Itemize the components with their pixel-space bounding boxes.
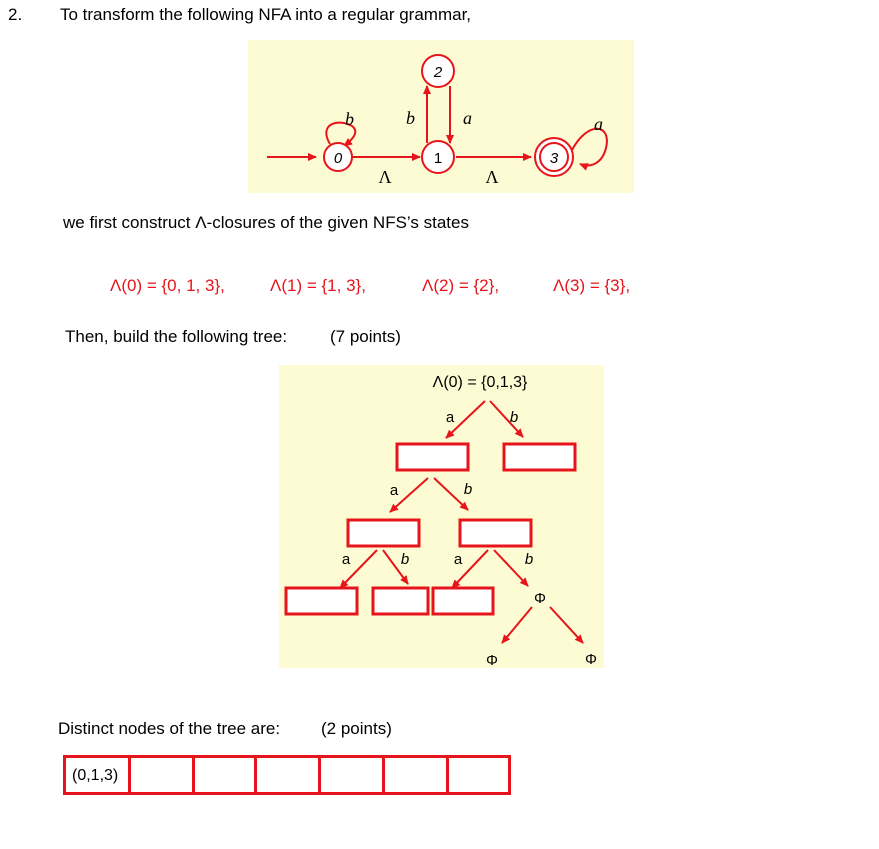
tree-label-b: b bbox=[509, 409, 519, 426]
tree-points: (7 points) bbox=[330, 327, 401, 346]
state-0-label: 0 bbox=[333, 150, 343, 167]
distinct-points: (2 points) bbox=[321, 719, 392, 738]
tree-phi-b: Φ bbox=[585, 651, 597, 668]
distinct-cell-4[interactable] bbox=[254, 755, 321, 795]
tree-node-aba bbox=[433, 588, 493, 614]
label-2-1: a bbox=[463, 108, 472, 128]
distinct-cell-text: (0,1,3) bbox=[72, 767, 119, 784]
question-text: To transform the following NFA into a regular grammar, bbox=[60, 5, 472, 24]
closure-2: Λ(2) = {2}, bbox=[422, 276, 500, 295]
distinct-cell-5[interactable] bbox=[318, 755, 385, 795]
tree-node-aa bbox=[348, 520, 419, 546]
tree-phi-mid: Φ bbox=[534, 590, 546, 607]
tree-node-ab bbox=[460, 520, 531, 546]
tree-label-aaa: a bbox=[341, 551, 351, 568]
distinct-cell-3[interactable] bbox=[192, 755, 257, 795]
distinct-cell-7[interactable] bbox=[446, 755, 511, 795]
state-3-label: 3 bbox=[549, 150, 559, 167]
tree-label-a: a bbox=[445, 409, 455, 426]
tree-edge-phi-a bbox=[502, 607, 532, 643]
closure-3: Λ(3) = {3}, bbox=[553, 276, 631, 295]
tree-label-ab: b bbox=[463, 481, 473, 498]
tree-edge-phi-b bbox=[550, 607, 583, 643]
tree-phi-a: Φ bbox=[486, 652, 498, 669]
tree-node-a bbox=[397, 444, 468, 470]
tree-edge-abb bbox=[494, 550, 528, 586]
closure-0: Λ(0) = {0, 1, 3}, bbox=[110, 276, 225, 295]
closure-1: Λ(1) = {1, 3}, bbox=[270, 276, 366, 295]
closure-intro: we first construct Λ-closures of the given NFS’s states bbox=[63, 213, 469, 232]
distinct-cell-2[interactable] bbox=[128, 755, 195, 795]
tree-instruction: Then, build the following tree: bbox=[65, 327, 288, 346]
tree-label-aa: a bbox=[389, 482, 399, 499]
state-2-label: 2 bbox=[433, 64, 443, 81]
distinct-cell-1[interactable] bbox=[63, 755, 131, 795]
tree-root: Λ(0) = {0,1,3} bbox=[432, 374, 528, 391]
tree-label-aab: b bbox=[400, 551, 410, 568]
tree-node-aab bbox=[373, 588, 428, 614]
tree-label-aba: a bbox=[453, 551, 463, 568]
label-1-2: b bbox=[406, 108, 415, 128]
question-number: 2. bbox=[8, 5, 23, 24]
state-1-label: 1 bbox=[433, 150, 443, 167]
tree-node-b bbox=[504, 444, 575, 470]
label-loop-3: a bbox=[594, 114, 603, 134]
tree-label-abb: b bbox=[524, 551, 534, 568]
label-0-1: Λ bbox=[378, 167, 392, 187]
tree-node-aaa bbox=[286, 588, 357, 614]
distinct-instruction: Distinct nodes of the tree are: bbox=[58, 719, 281, 738]
label-loop-0: b bbox=[345, 109, 354, 129]
distinct-cell-6[interactable] bbox=[382, 755, 449, 795]
label-1-3: Λ bbox=[485, 167, 499, 187]
